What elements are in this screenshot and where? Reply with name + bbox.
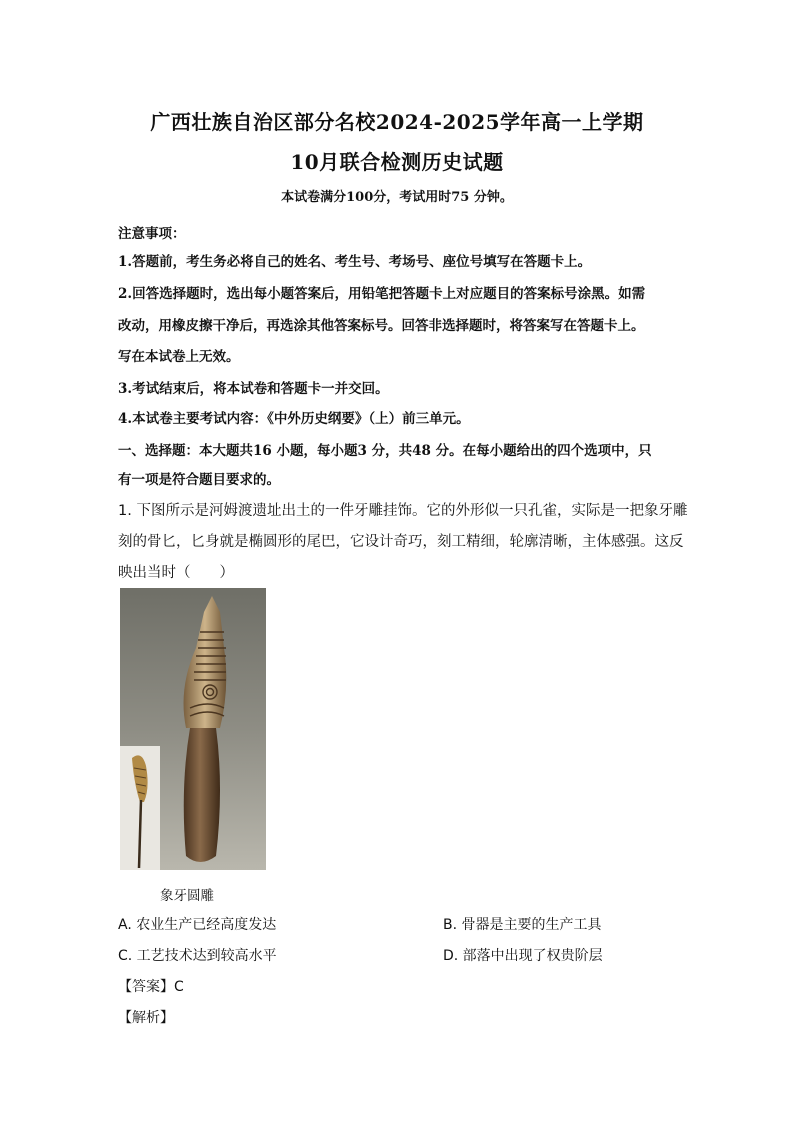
option-a: A. 农业生产已经高度发达 (118, 917, 277, 933)
ivory-carving-photo (120, 588, 266, 870)
question-1-stem-line3: 映出当时（ ） (118, 565, 234, 581)
option-c: C. 工艺技术达到较高水平 (118, 948, 277, 964)
option-d: D. 部落中出现了权贵阶层 (443, 948, 603, 964)
answer-line: 【答案】C (118, 979, 184, 995)
question-1-stem-line2: 刻的骨匕，匕身就是椭圆形的尾巴，它设计奇巧，刻工精细，轮廓清晰，主体感强。这反 (118, 534, 684, 550)
exam-title-line2: 10月联合检测历史试题 (290, 150, 504, 174)
notes-item-2: 2.回答选择题时，选出每小题答案后，用铅笔把答题卡上对应题目的答案标号涂黑。如需 (118, 286, 646, 302)
notes-item-3: 3.考试结束后，将本试卷和答题卡一并交回。 (118, 381, 389, 397)
notes-heading: 注意事项： (118, 226, 186, 242)
figure-caption: 象牙圆雕 (160, 888, 214, 904)
notes-item-2-end: 写在本试卷上无效。 (118, 349, 240, 365)
notes-item-1: 1.答题前，考生务必将自己的姓名、考生号、考场号、座位号填写在答题卡上。 (118, 254, 592, 270)
exam-subtitle: 本试卷满分100分，考试用时75 分钟。 (281, 190, 513, 205)
analysis-heading: 【解析】 (118, 1010, 174, 1026)
option-b: B. 骨器是主要的生产工具 (443, 917, 602, 933)
question-1-stem-line1: 1. 下图所示是河姆渡遗址出土的一件牙雕挂饰。它的外形似一只孔雀，实际是一把象牙雕 (118, 503, 688, 519)
section-heading-line1: 一、选择题：本大题共16 小题，每小题3 分，共48 分。在每小题给出的四个选项中，只 (118, 443, 652, 459)
notes-item-2-cont: 改动，用橡皮擦干净后，再选涂其他答案标号。回答非选择题时，将答案写在答题卡上。 (118, 318, 645, 334)
exam-title-line1: 广西壮族自治区部分名校2024-2025学年高一上学期 (150, 110, 644, 134)
notes-item-4: 4.本试卷主要考试内容：《中外历史纲要》（上）前三单元。 (118, 411, 470, 427)
section-heading-line2: 有一项是符合题目要求的。 (118, 472, 280, 488)
